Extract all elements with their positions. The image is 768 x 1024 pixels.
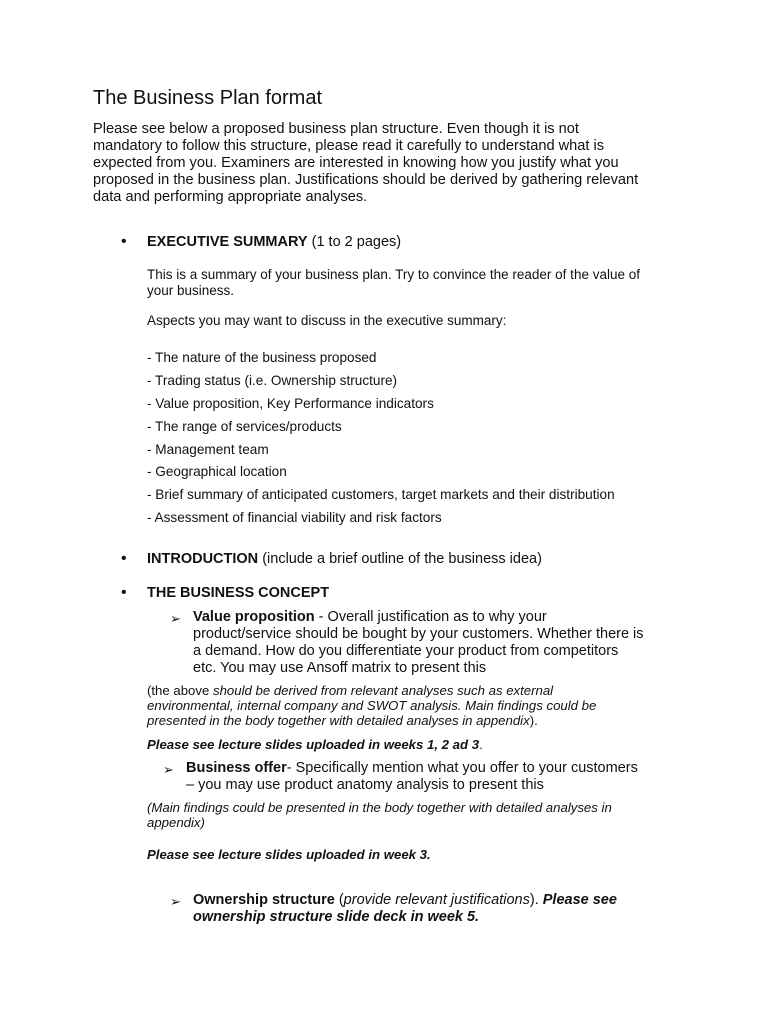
intro-paragraph bbox=[93, 121, 638, 206]
analysis-note bbox=[147, 683, 596, 729]
list-item: - Geographical location bbox=[147, 464, 287, 479]
ownership-structure-block bbox=[193, 892, 617, 926]
bullet-icon: • bbox=[121, 550, 127, 567]
arrow-bullet-icon: ➢ bbox=[170, 611, 181, 626]
note-text: ). bbox=[529, 713, 538, 729]
section-heading: THE BUSINESS CONCEPT bbox=[147, 585, 330, 601]
value-proposition-line: a demand. How do you differentiate your product from competitors bbox=[193, 642, 619, 659]
ownership-text: ). bbox=[529, 892, 543, 908]
arrow-bullet-icon: ➢ bbox=[170, 894, 181, 909]
page-title: The Business Plan format bbox=[93, 87, 322, 109]
note-text: (the above bbox=[147, 683, 213, 698]
value-proposition-block bbox=[193, 609, 644, 677]
intro-line: Please see below a proposed business plan structure. Even though it is not bbox=[93, 121, 579, 137]
list-item: - Assessment of financial viability and risk factors bbox=[147, 510, 442, 525]
lecture-reference: Please see lecture slides uploaded in week 3. bbox=[147, 847, 431, 862]
aspects-label: Aspects you may want to discuss in the executive summary: bbox=[147, 313, 507, 328]
section-business-concept bbox=[147, 585, 329, 601]
list-item: - Trading status (i.e. Ownership structure) bbox=[147, 373, 398, 388]
ownership-reference: ownership structure slide deck in week 5. bbox=[193, 908, 480, 925]
business-offer-text: - Specifically mention what you offer to your customers bbox=[286, 760, 638, 776]
arrow-bullet-icon: ➢ bbox=[163, 762, 174, 777]
value-proposition-line: product/service should be bought by your customers. Whether there is bbox=[193, 625, 644, 642]
ownership-text: provide relevant justifications bbox=[343, 892, 530, 908]
subheading-value-proposition: Value proposition bbox=[193, 609, 315, 625]
list-item: - Management team bbox=[147, 442, 269, 457]
intro-line: proposed in the business plan. Justifications should be derived by gathering relevant bbox=[93, 171, 639, 188]
description-line: This is a summary of your business plan. Try to convince the reader of the value of bbox=[147, 267, 640, 282]
intro-line: mandatory to follow this structure, please read it carefully to understand what is bbox=[93, 137, 605, 154]
note-line: environmental, internal company and SWOT analysis. Main findings could be bbox=[147, 698, 597, 714]
list-item: - The range of services/products bbox=[147, 419, 342, 434]
intro-line: expected from you. Examiners are interested in knowing how you justify what you bbox=[93, 154, 619, 171]
description-line: your business. bbox=[147, 283, 235, 298]
bullet-icon: • bbox=[121, 584, 127, 601]
list-item: - The nature of the business proposed bbox=[147, 350, 377, 365]
lecture-reference-text: Please see lecture slides uploaded in weeks 1, 2 ad 3 bbox=[147, 737, 480, 752]
note-line: (Main findings could be presented in the body together with detailed analyses in bbox=[147, 800, 612, 815]
lecture-reference-end: . bbox=[479, 737, 483, 752]
lecture-reference bbox=[147, 737, 483, 752]
note-text: should be derived from relevant analyses such as external bbox=[212, 683, 554, 698]
exec-summary-description bbox=[147, 267, 640, 299]
note-text: presented in the body together with detailed analyses in appendix bbox=[147, 713, 530, 729]
value-proposition-line: etc. You may use Ansoff matrix to present this bbox=[193, 659, 487, 676]
bullet-icon: • bbox=[121, 233, 127, 250]
list-item: - Value proposition, Key Performance indicators bbox=[147, 396, 434, 411]
section-introduction bbox=[147, 551, 542, 567]
findings-note bbox=[147, 800, 612, 830]
section-heading: EXECUTIVE SUMMARY bbox=[147, 234, 308, 250]
business-offer-line: – you may use product anatomy analysis to present this bbox=[186, 776, 544, 793]
subheading-business-offer: Business offer bbox=[186, 760, 287, 776]
section-heading: INTRODUCTION bbox=[147, 551, 259, 567]
intro-line: data and performing appropriate analyses. bbox=[93, 188, 368, 205]
subheading-ownership-structure: Ownership structure bbox=[193, 892, 335, 908]
list-item: - Brief summary of anticipated customers, target markets and their distribution bbox=[147, 487, 615, 502]
note-line: appendix) bbox=[147, 815, 205, 831]
business-offer-block bbox=[186, 760, 638, 794]
section-executive-summary bbox=[147, 234, 401, 250]
ownership-reference: Please see bbox=[542, 892, 617, 908]
section-note: (include a brief outline of the business idea) bbox=[258, 551, 542, 567]
ownership-text: ( bbox=[334, 892, 344, 908]
section-note: (1 to 2 pages) bbox=[307, 234, 402, 250]
value-proposition-text: - Overall justification as to why your bbox=[314, 609, 547, 625]
